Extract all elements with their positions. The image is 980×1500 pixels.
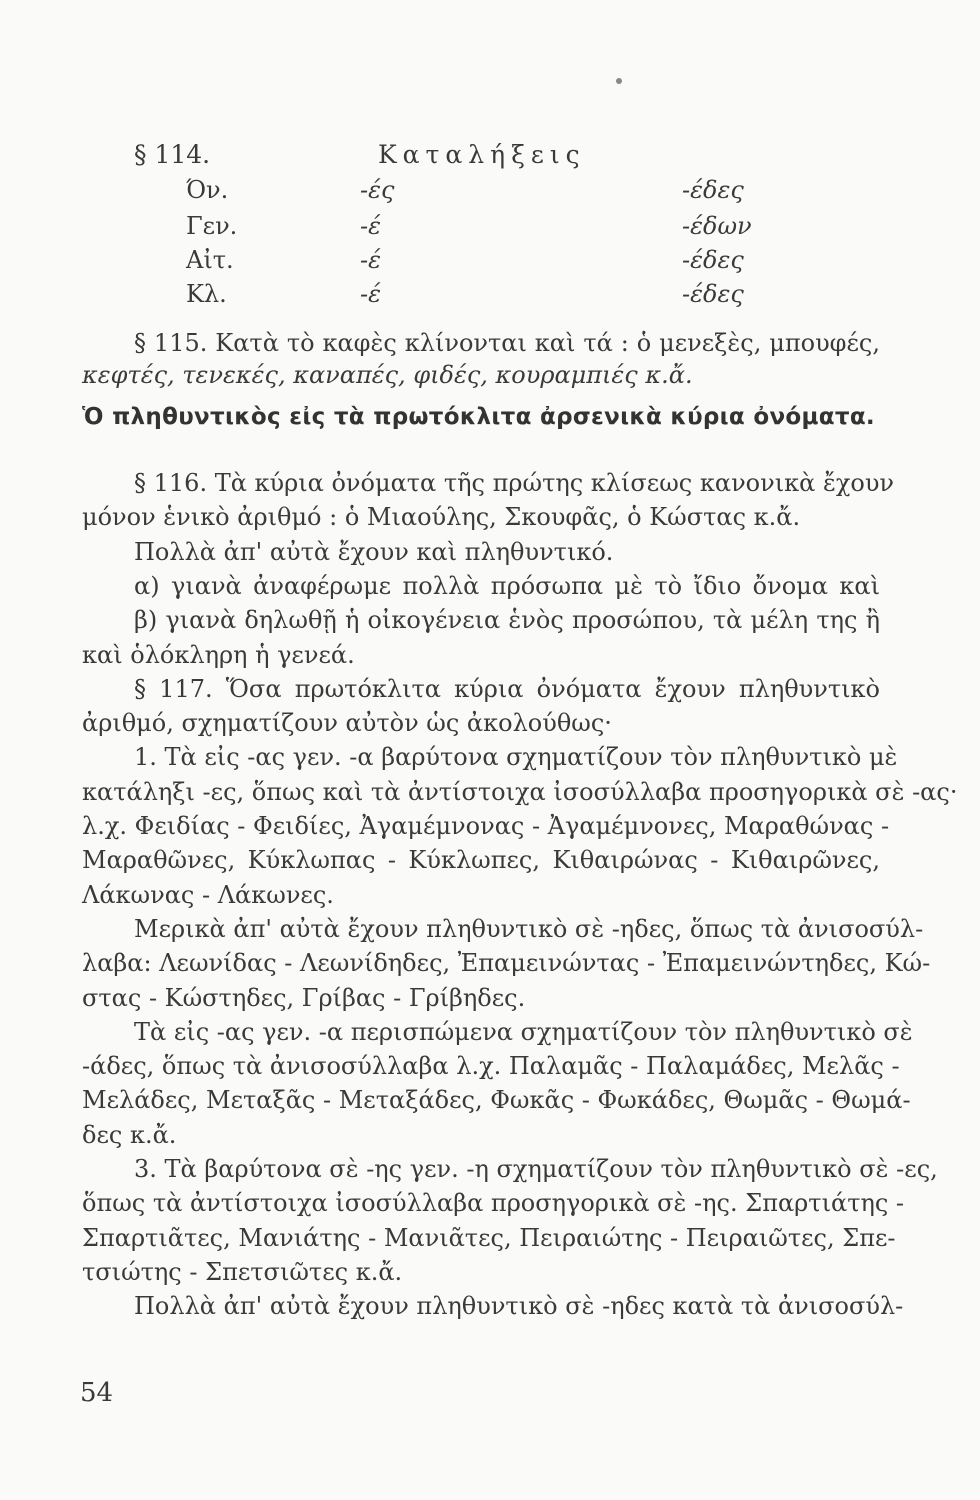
singular-ending: -ές [360, 176, 395, 204]
paragraph-line: § 117. Ὅσα πρωτόκλιτα κύρια ὀνόματα ἔχουν πληθυντικὸ [134, 674, 880, 703]
declension-row [0, 176, 980, 210]
paragraph-line: καὶ ὁλόκληρη ἡ γενεά. [82, 640, 355, 669]
plural-ending: -έδες [682, 280, 744, 308]
plural-ending: -έδων [682, 212, 752, 240]
paragraph-line: Τὰ εἰς -ας γεν. -α περισπώμενα σχηματίζουν τὸν πληθυντικὸ σὲ [134, 1017, 913, 1046]
paragraph-line: 3. Τὰ βαρύτονα σὲ -ης γεν. -η σχηματίζουν τὸν πληθυντικὸ σὲ -ες, [134, 1155, 938, 1183]
section-114-number: § 114. [134, 140, 211, 169]
paragraph-line: Πολλὰ ἀπ' αὐτὰ ἔχουν καὶ πληθυντικό. [134, 537, 614, 566]
paragraph-line: β) γιανὰ δηλωθῇ ἡ οἰκογένεια ἑνὸς προσώπου, τὰ μέλη της ἢ [134, 606, 880, 635]
paragraph-line: κεφτές, τενεκές, καναπές, φιδές, κουραμπιές κ.ἄ. [82, 361, 693, 389]
paragraph-line: -άδες, ὅπως τὰ ἀνισοσύλλαβα λ.χ. Παλαμᾶς - Παλαμάδες, Μελᾶς - [82, 1052, 900, 1081]
declension-row [0, 212, 980, 246]
paragraph-line: α) γιανὰ ἀναφέρωμε πολλὰ πρόσωπα μὲ τὸ ἴδιο ὄνομα καὶ [134, 571, 880, 600]
plural-ending: -έδες [682, 246, 744, 274]
page-number: 54 [80, 1378, 114, 1408]
paragraph-line: δες κ.ἄ. [82, 1120, 177, 1149]
paragraph-line: Μαραθῶνες, Κύκλωπας - Κύκλωπες, Κιθαιρώνας - Κιθαιρῶνες, [82, 846, 880, 875]
declension-row [0, 280, 980, 314]
paragraph-line: § 116. Τὰ κύρια ὀνόματα τῆς πρώτης κλίσεως κανονικὰ ἔχουν [134, 469, 895, 497]
paragraph-line: στας - Κώστηδες, Γρίβας - Γρίβηδες. [82, 983, 526, 1012]
paragraph-line: Πολλὰ ἀπ' αὐτὰ ἔχουν πληθυντικὸ σὲ -ηδες κατὰ τὰ ἀνισοσύλ- [134, 1292, 904, 1321]
paragraph-line: Λάκωνας - Λάκωνες. [82, 880, 334, 909]
paragraph-line: Μερικὰ ἀπ' αὐτὰ ἔχουν πληθυντικὸ σὲ -ηδες, ὅπως τὰ ἀνισοσύλ- [134, 914, 924, 943]
singular-ending: -έ [360, 280, 381, 308]
paragraph-line: Μελάδες, Μεταξᾶς - Μεταξάδες, Φωκᾶς - Φωκάδες, Θωμᾶς - Θωμά- [82, 1086, 911, 1115]
paragraph-line: 1. Τὰ εἰς -ας γεν. -α βαρύτονα σχηματίζουν τὸν πληθυντικὸ μὲ [134, 743, 898, 772]
section-heading: Ὁ πληθυντικὸς εἰς τὰ πρωτόκλιτα ἀρσενικὰ κύρια ὀνόματα. [82, 404, 875, 430]
paragraph-line: κατάληξι -ες, ὅπως καὶ τὰ ἀντίστοιχα ἰσοσύλλαβα προσηγορικὰ σὲ -ας· [82, 777, 958, 806]
section-114-title: Καταλήξεις [378, 140, 586, 169]
paragraph-line: Σπαρτιᾶτες, Μανιάτης - Μανιᾶτες, Πειραιώτης - Πειραιῶτες, Σπε- [82, 1223, 896, 1252]
paragraph-line: λαβα: Λεωνίδας - Λεωνίδηδες, Ἐπαμεινώντας - Ἐπαμεινώντηδες, Κώ- [82, 949, 931, 978]
singular-ending: -έ [360, 212, 381, 240]
declension-row [0, 246, 980, 280]
case-label: Αἰτ. [186, 246, 234, 274]
paragraph-line: μόνον ἑνικὸ ἀριθμό : ὁ Μιαούλης, Σκουφᾶς, ὁ Κώστας κ.ἄ. [82, 503, 801, 532]
case-label: Γεν. [186, 212, 238, 240]
case-label: Κλ. [186, 280, 227, 308]
ink-dot [616, 78, 622, 84]
singular-ending: -έ [360, 246, 381, 274]
paragraph-line: λ.χ. Φειδίας - Φειδίες, Ἀγαμέμνονας - Ἀγαμέμνονες, Μαραθώνας - [82, 812, 890, 840]
case-label: Όν. [186, 176, 229, 204]
paragraph-line: ἀριθμό, σχηματίζουν αὐτὸν ὡς ἀκολούθως· [82, 709, 612, 738]
paragraph-line: § 115. Κατὰ τὸ καφὲς κλίνονται καὶ τά : ὁ μενεξὲς, μπουφές, [134, 329, 880, 357]
paragraph-line: τσιώτης - Σπετσιῶτες κ.ἄ. [82, 1257, 403, 1286]
plural-ending: -έδες [682, 176, 744, 204]
paragraph-line: ὅπως τὰ ἀντίστοιχα ἰσοσύλλαβα προσηγορικὰ σὲ -ης. Σπαρτιάτης - [82, 1189, 905, 1218]
